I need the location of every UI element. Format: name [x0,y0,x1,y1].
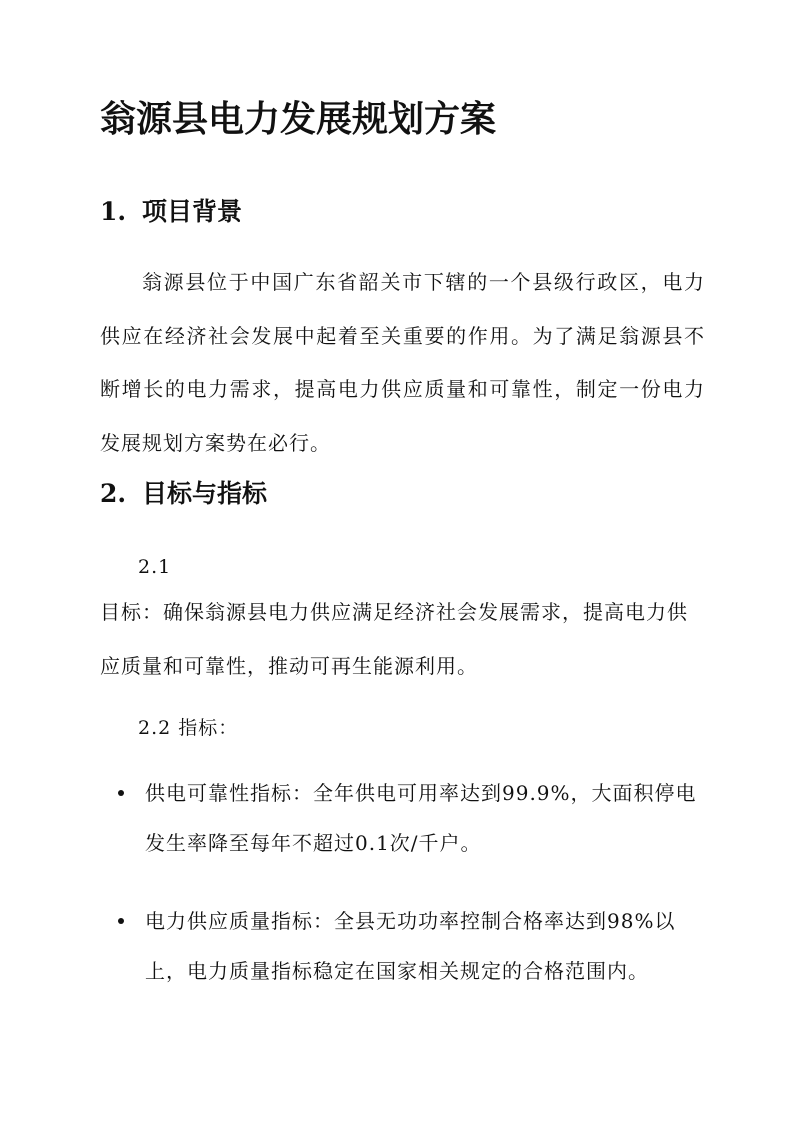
section-number: 1. [100,197,127,226]
section-heading-goals [100,474,267,514]
list-item-text: 供电可靠性指标：全年供电可用率达到99.9%，大面积停电发生率降至每年不超过0.1次/千户。 [145,781,697,855]
section-number: 2. [100,479,127,508]
list-item-text: 电力供应质量指标：全县无功功率控制合格率达到98%以上，电力质量指标稳定在国家相关规定的合格范围内。 [145,909,676,983]
subsection-2-1-label: 2.1 [138,556,172,578]
section-title: 目标与指标 [142,479,268,508]
bullet-icon [118,790,124,796]
list-item [100,896,710,996]
goal-paragraph: 目标：确保翁源县电力供应满足经济社会发展需求，提高电力供应质量和可靠性，推动可再生能源利用。 [100,600,688,678]
indicator-list [100,768,710,1024]
section-title: 项目背景 [142,197,243,226]
list-item [100,768,710,868]
section-heading-background [100,192,242,232]
background-paragraph: 翁源县位于中国广东省韶关市下辖的一个县级行政区，电力供应在经济社会发展中起着至关重要的作用。为了满足翁源县不断增长的电力需求，提高电力供应质量和可靠性，制定一份电力发展规划方案势在必行。 [100,270,705,455]
document-title: 翁源县电力发展规划方案 [100,98,497,140]
bullet-icon [118,918,124,924]
subsection-2-2-label: 2.2 指标： [138,717,239,739]
